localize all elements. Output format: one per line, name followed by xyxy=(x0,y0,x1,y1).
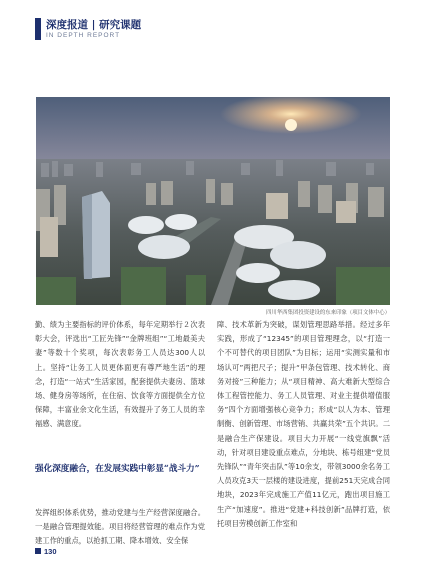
aerial-photo xyxy=(36,97,390,305)
header-title: 深度报道 | 研究课题 xyxy=(46,19,142,31)
header-subtitle: IN DEPTH REPORT xyxy=(46,32,121,39)
section-heading: 强化深度融合，在发展实践中彰显“战斗力” xyxy=(35,464,200,474)
left-paragraph-1: 勤、绩为主要指标的评价体系，每年定期举行２次表彰大会，评选出“工匠先锋”“金牌班组”“工地最美夫妻”等数十个奖项，每次表彰务工人员达300人以上。坚持“让务工人员更体面更有尊严地生活”的理念，打造“一站式”生活家园，配套提供夫妻房、篮球场、健身房等场所，在住宿、饮食等方面提供全方位保障，丰富业余文化生活，有效提升了务工人员的幸福感、满意度。 xyxy=(35,320,205,429)
page-number-text: 130 xyxy=(44,547,57,556)
header-accent-bar xyxy=(35,18,41,40)
page-header xyxy=(35,14,395,44)
photo-caption: 四川华西集团投资建设的东來印象（项目文体中心） xyxy=(266,310,390,316)
right-paragraph: 障、技术革新为突破，谋划管理思路举措。经过多年实践，形成了“12345”的项目管理理念，以“打造一个不可替代的项目团队”为目标；运用“实测实量和市场认可”两把尺子；提升“甲条包管理、技术转化、商务对接”三种能力；从“项目精神、高大难新大型综合体工程管控能力、务工人员管理、对业主提供增值服务”四个方面增强核心竞争力；形成“以人为本、管理制衡、创新管理、市场营销、共赢共荣”五个共识。二是融合生产保建设。项目大力开展“一线党旗飘”活动，针对项目建设重点难点，分地块、栋号组建“党员先锋队”“青年突击队”等10余支，带领3000余名务工人员攻克3天一层楼的建设进度，提前251天完成合同地块，2023年完成施工产值11亿元，跑出项目施工生产“加速度”。推进“党建+科技创新”品牌打造，依托项目劳模创新工作室和 xyxy=(217,320,390,528)
left-paragraph-2: 发挥组织体系优势，推动党建与生产经营深度融合。一是融合管理提效能。项目将经营管理的难点作为党建工作的重点，以抢抓工期、降本增效、安全保 xyxy=(35,508,205,546)
page-number-marker xyxy=(35,548,41,554)
